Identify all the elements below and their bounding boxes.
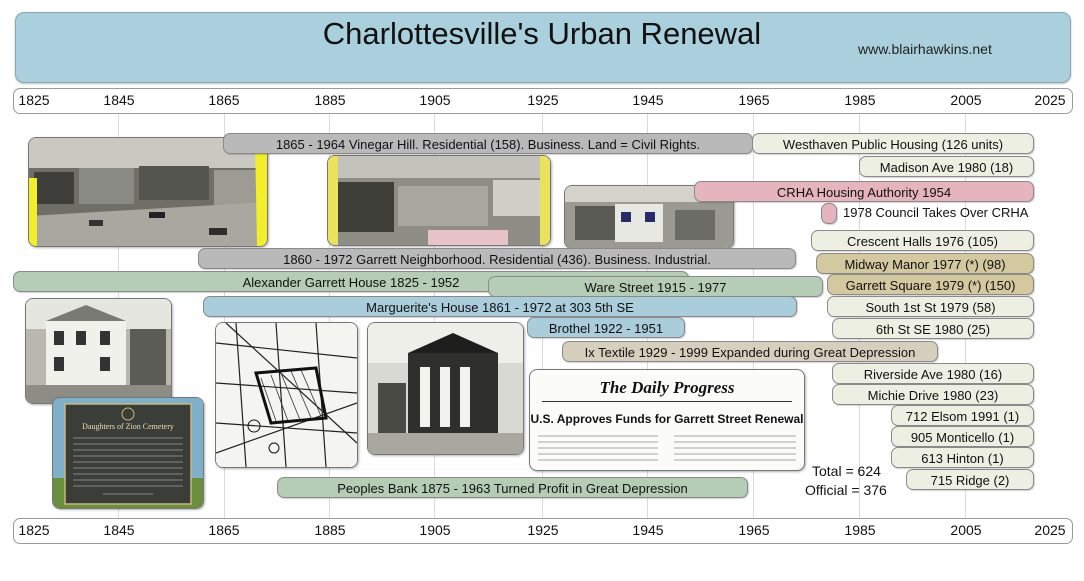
tick-label: 1925: [527, 92, 559, 108]
marguerite-house-photo: [367, 322, 524, 455]
bar-michie-drive: Michie Drive 1980 (23): [832, 384, 1034, 405]
tick-label: 2005: [950, 522, 982, 538]
website-label: www.blairhawkins.net: [858, 41, 992, 57]
label-council-takes-over: 1978 Council Takes Over CRHA: [843, 205, 1029, 220]
daughters-of-zion-plaque-photo: [52, 397, 204, 509]
tick-label: 1825: [18, 92, 50, 108]
tick-label: 1825: [18, 522, 50, 538]
tick-label: 2025: [1034, 92, 1066, 108]
bar-marguerites-house: Marguerite's House 1861 - 1972 at 303 5th SE: [203, 296, 797, 317]
bar-south-1st-st: South 1st St 1979 (58): [827, 296, 1034, 317]
bar-peoples-bank: Peoples Bank 1875 - 1963 Turned Profit in Great Depression: [277, 477, 748, 498]
bar-westhaven: Westhaven Public Housing (126 units): [752, 133, 1034, 154]
total-units-label: Total = 624: [812, 463, 881, 479]
vinegar-hill-street-photo: [327, 155, 551, 246]
bar-712-elsom: 712 Elsom 1991 (1): [891, 405, 1034, 426]
tick-label: 1845: [103, 522, 135, 538]
bar-ware-street: Ware Street 1915 - 1977: [488, 276, 823, 297]
bar-brothel: Brothel 1922 - 1951: [527, 317, 685, 338]
tick-label: 1905: [419, 92, 451, 108]
tick-label: 2025: [1034, 522, 1066, 538]
bar-crescent-halls: Crescent Halls 1976 (105): [811, 230, 1034, 251]
tick-label: 1945: [632, 92, 664, 108]
bar-garrett-neighborhood: 1860 - 1972 Garrett Neighborhood. Residential (436). Business. Industrial.: [198, 248, 796, 269]
timeline-axis-bottom: [13, 518, 1073, 544]
tick-label: 1985: [844, 522, 876, 538]
newspaper-masthead: The Daily Progress: [599, 378, 735, 397]
plaque-title: Daughters of Zion Cemetery: [82, 422, 174, 431]
neighborhood-map-image: [215, 322, 358, 468]
tick-label: 1925: [527, 522, 559, 538]
bar-6th-st-se: 6th St SE 1980 (25): [832, 318, 1034, 339]
bar-613-hinton: 613 Hinton (1): [891, 447, 1034, 468]
tick-label: 1985: [844, 92, 876, 108]
bar-crha: CRHA Housing Authority 1954: [694, 181, 1034, 202]
tick-label: 2005: [950, 92, 982, 108]
bar-905-monticello: 905 Monticello (1): [891, 426, 1034, 447]
bar-alexander-garrett-house: Alexander Garrett House 1825 - 1952: [13, 271, 689, 292]
daily-progress-newspaper-clipping: [529, 369, 805, 471]
tick-label: 1865: [208, 522, 240, 538]
bar-riverside-ave: Riverside Ave 1980 (16): [832, 363, 1034, 384]
tick-label: 1905: [419, 522, 451, 538]
tick-label: 1945: [632, 522, 664, 538]
tick-label: 1845: [103, 92, 135, 108]
bar-715-ridge: 715 Ridge (2): [906, 469, 1034, 490]
tick-label: 1965: [738, 92, 770, 108]
official-units-label: Official = 376: [805, 482, 887, 498]
bar-midway-manor: Midway Manor 1977 (*) (98): [816, 253, 1034, 274]
tick-label: 1865: [208, 92, 240, 108]
page-title: Charlottesville's Urban Renewal: [322, 16, 762, 51]
tick-label: 1965: [738, 522, 770, 538]
bar-ix-textile: Ix Textile 1929 - 1999 Expanded during Great Depression: [562, 341, 938, 362]
bar-vinegar-hill: 1865 - 1964 Vinegar Hill. Residential (158). Business. Land = Civil Rights.: [223, 133, 753, 154]
timeline-axis-top: [13, 88, 1073, 114]
tick-label: 1885: [314, 92, 346, 108]
newspaper-headline: U.S. Approves Funds for Garrett Street Renewal: [530, 412, 804, 426]
tick-label: 1885: [314, 522, 346, 538]
bar-madison-ave: Madison Ave 1980 (18): [859, 156, 1034, 177]
bar-garrett-square: Garrett Square 1979 (*) (150): [827, 274, 1034, 295]
bar-council-marker: [821, 203, 837, 224]
garrett-house-photo: [25, 298, 172, 404]
